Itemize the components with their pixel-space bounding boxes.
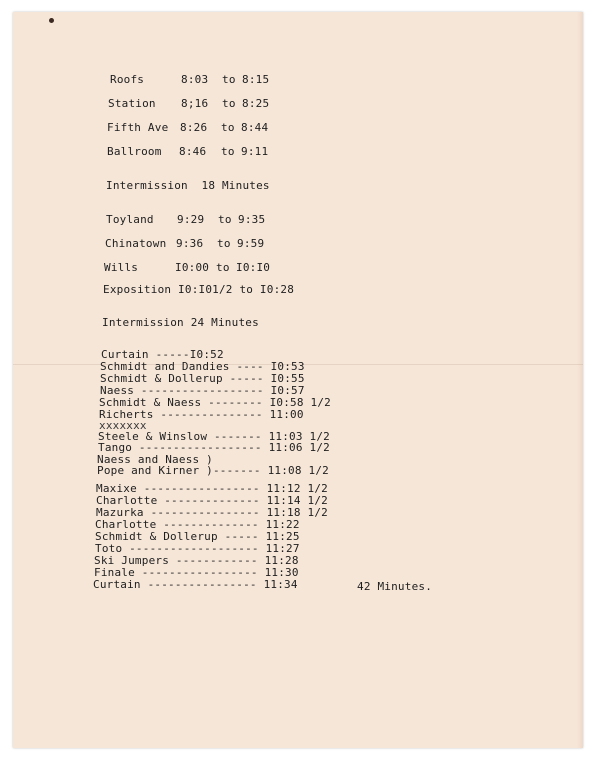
scene-name: Ballroom	[107, 145, 162, 158]
act-line: Maxixe ----------------- 11:12 1/2	[96, 482, 328, 495]
scene-end: 8:44	[241, 121, 269, 134]
act-line: Curtain ---------------- 11:34	[93, 578, 298, 591]
scene-end: 9:35	[238, 213, 266, 226]
scene-start: 8;16	[181, 97, 209, 110]
act-line: Schmidt & Dollerup ----- I0:55	[100, 372, 305, 385]
scene-end: 8:15	[242, 73, 270, 86]
scene-start: 9:29	[177, 213, 205, 226]
scene-name: Toyland	[106, 213, 154, 226]
scene-end: 8:25	[242, 97, 270, 110]
act-line: Schmidt & Dollerup ----- 11:25	[95, 530, 300, 543]
intermission-note: Intermission 24 Minutes	[102, 316, 259, 329]
total-duration: 42 Minutes.	[357, 580, 433, 593]
scene-start: I0:00	[175, 261, 210, 274]
act-line: Charlotte -------------- 11:14 1/2	[96, 494, 328, 507]
act-line: Toto ------------------- 11:27	[95, 542, 300, 555]
scene-to: to	[218, 213, 232, 226]
act-line: Pope and Kirner )------- 11:08 1/2	[97, 464, 329, 477]
scene-end: 9:11	[241, 145, 269, 158]
act-line: Naess and Naess )	[97, 453, 213, 466]
scene-to: to	[216, 261, 230, 274]
scene-end: 9:59	[237, 237, 265, 250]
act-line: Schmidt and Dandies ---- I0:53	[100, 360, 305, 373]
intermission-note: Intermission 18 Minutes	[106, 179, 270, 192]
scene-to: to	[221, 121, 235, 134]
scene-to: to	[217, 237, 231, 250]
act-line: Mazurka ---------------- 11:18 1/2	[96, 506, 328, 519]
scene-to: to	[221, 145, 235, 158]
act-line: Steele & Winslow ------- 11:03 1/2	[98, 430, 330, 443]
struck-out-text: xxxxxxx	[99, 419, 147, 432]
scene-end: I0:I0	[236, 261, 271, 274]
act-line: Tango ------------------ 11:06 1/2	[98, 441, 330, 454]
punch-hole	[49, 18, 54, 23]
act-line: Charlotte -------------- 11:22	[95, 518, 300, 531]
exposition-line: Exposition I0:I01/2 to I0:28	[103, 283, 295, 296]
scene-start: 9:36	[176, 237, 204, 250]
act-line: Schmidt & Naess -------- I0:58 1/2	[99, 396, 331, 409]
scene-name: Fifth Ave	[107, 121, 169, 134]
scene-name: Wills	[104, 261, 139, 274]
scene-name: Roofs	[110, 73, 145, 86]
act-line: Naess ------------------ I0:57	[100, 384, 305, 397]
scene-to: to	[222, 97, 236, 110]
scene-start: 8:26	[180, 121, 208, 134]
scene-start: 8:46	[179, 145, 207, 158]
act-line: Curtain -----I0:52	[101, 348, 224, 361]
page-edge	[577, 12, 583, 748]
scene-name: Station	[108, 97, 156, 110]
scene-to: to	[222, 73, 236, 86]
act-line: Ski Jumpers ------------ 11:28	[94, 554, 299, 567]
scene-name: Chinatown	[105, 237, 167, 250]
act-line: Finale ----------------- 11:30	[94, 566, 299, 579]
act-line: Richerts --------------- 11:00	[99, 408, 304, 421]
scene-start: 8:03	[181, 73, 209, 86]
